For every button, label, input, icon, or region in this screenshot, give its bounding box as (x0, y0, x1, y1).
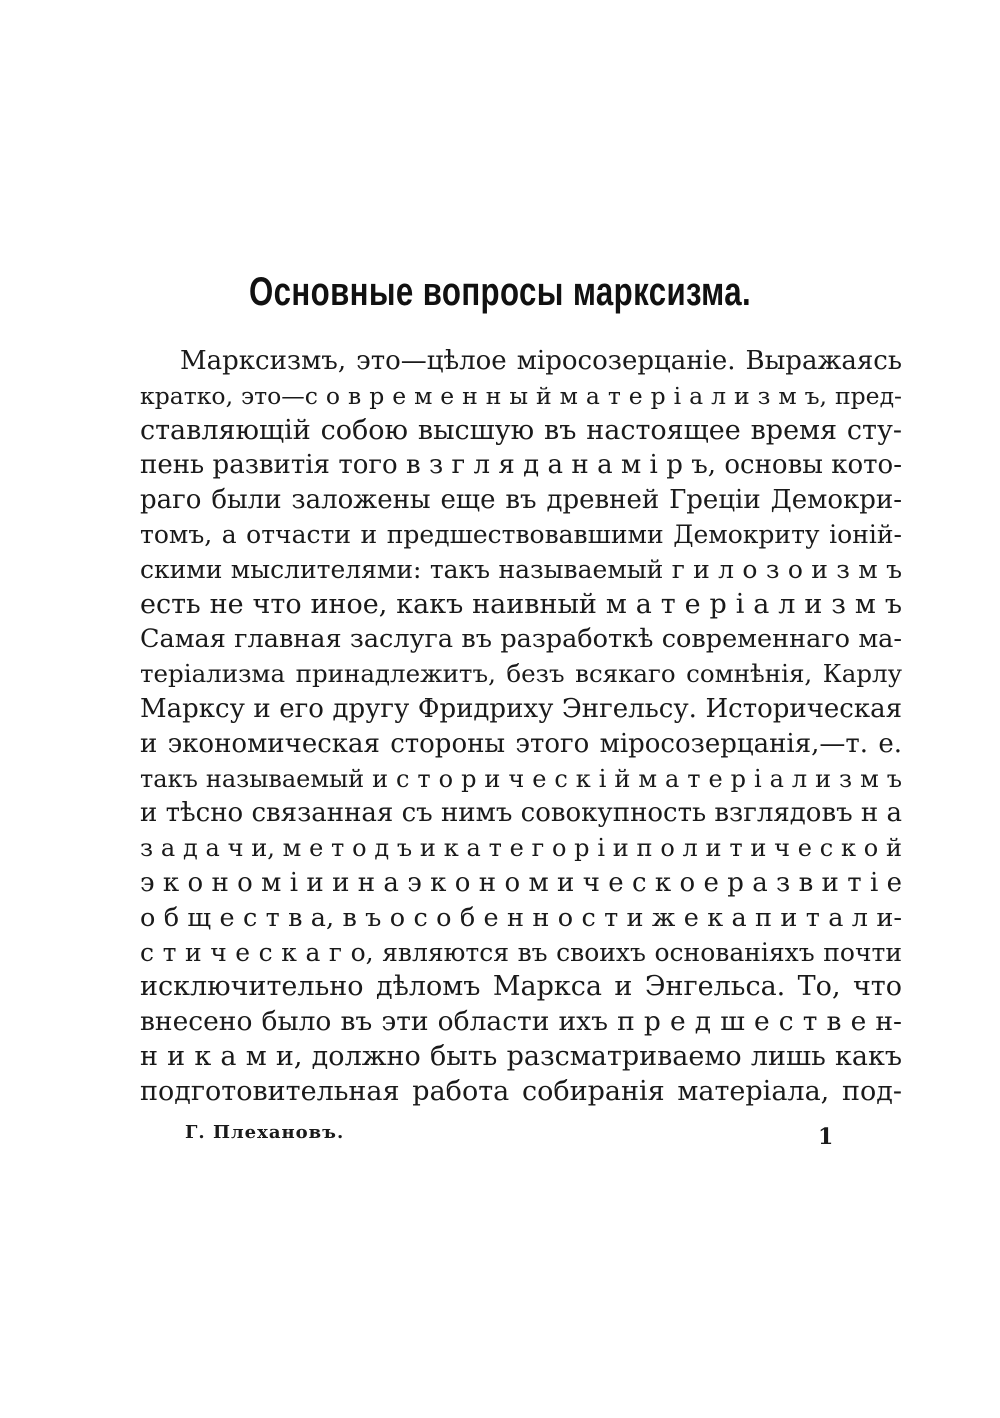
text-line: подготовительная работа собиранія матеріала, под- (140, 1075, 902, 1107)
footer-author: Г. Плехановъ. (185, 1122, 345, 1143)
text-line: Марксу и его другу Фридриху Энгельсу. Историческая (140, 693, 902, 724)
page-title: Основные вопросы марксизма. (248, 270, 752, 314)
text-line: с т и ч е с к а г о, являются въ своихъ основаніяхъ почти (140, 937, 902, 967)
body-text (140, 344, 902, 1110)
text-line: кратко, это—с о в р е м е н н ы й м а т е р і а л и з м ъ, пред- (140, 381, 902, 410)
page-number: 1 (818, 1124, 834, 1150)
text-line: и тѣсно связанная съ нимъ совокупность взглядовъ н а (140, 798, 902, 829)
text-line: Самая главная заслуга въ разработкѣ современнаго ма- (140, 624, 902, 655)
page-footer (0, 1122, 1000, 1162)
text-line: раго были заложены еще въ древней Греціи Демокри- (140, 485, 902, 516)
text-line: пень развитія того в з г л я д а н а м і р ъ, основы кото- (140, 450, 902, 481)
text-line: о б щ е с т в а, в ъ о с о б е н н о с т и ж е к а п и т а л и- (140, 902, 902, 933)
text-line: внесено было въ эти области ихъ п р е д ш е с т в е н- (140, 1006, 902, 1038)
text-line: э к о н о м і и и н а э к о н о м и ч е с к о е р а з в и т і е (140, 867, 902, 898)
text-line: исключительно дѣломъ Маркса и Энгельса. То, что (140, 971, 902, 1003)
text-line: н и к а м и, должно быть разсматриваемо лишь какъ (140, 1040, 902, 1072)
text-line: скими мыслителями: такъ называемый г и л о з о и з м ъ (140, 554, 902, 584)
text-line: есть не что иное, какъ наивный м а т е р і а л и з м ъ (140, 588, 902, 620)
text-line: Марксизмъ, это—цѣлое міросозерцаніе. Выражаясь (180, 346, 902, 376)
text-line: ставляющій собою высшую въ настоящее время сту- (140, 414, 902, 446)
text-line: з а д а ч и, м е т о д ъ и к а т е г о р і и п о л и т и ч е с к о й (140, 834, 902, 863)
text-line: томъ, а отчасти и предшествовавшими Демокриту іоній- (140, 519, 902, 549)
text-line: такъ называемый и с т о р и ч е с к і й м а т е р і а л и з м ъ (140, 764, 902, 793)
text-line: теріализма принадлежитъ, безъ всякаго сомнѣнія, Карлу (140, 659, 902, 689)
text-line: и экономическая стороны этого міросозерцанія,—т. е. (140, 728, 902, 759)
